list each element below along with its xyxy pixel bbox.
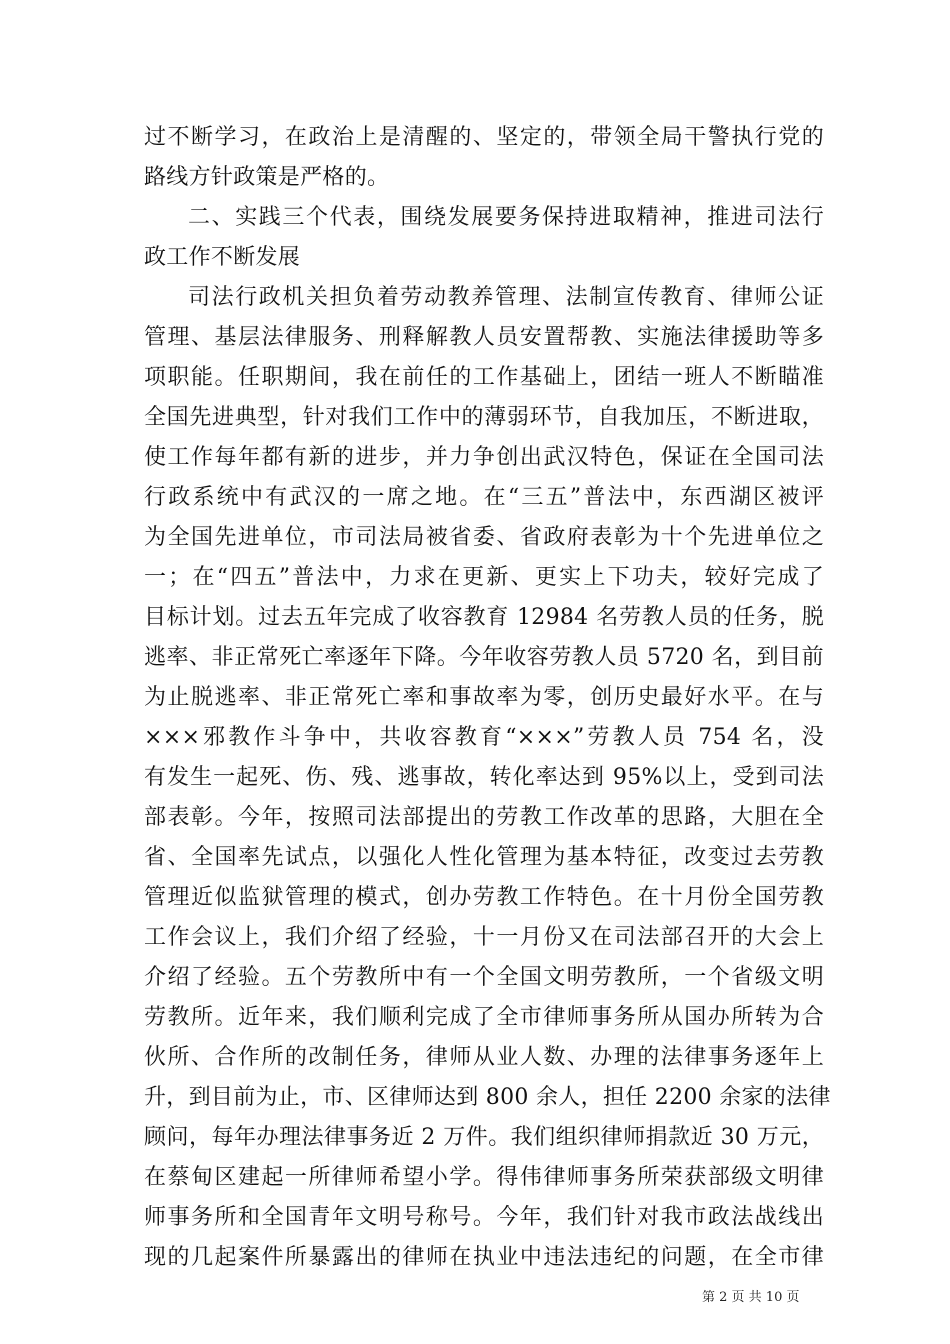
text-line: 二、实践三个代表，围绕发展要务保持进取精神，推进司法行: [188, 205, 824, 230]
text-line: 使工作每年都有新的进步，并力争创出武汉特色，保证在全国司法: [144, 445, 824, 470]
text-line: 介绍了经验。五个劳教所中有一个全国文明劳教所，一个省级文明: [144, 965, 824, 990]
text-line: 过不断学习，在政治上是清醒的、坚定的，带领全局干警执行党的: [144, 125, 824, 150]
text-line: 工作会议上，我们介绍了经验，十一月份又在司法部召开的大会上: [144, 925, 824, 950]
text-line: 路线方针政策是严格的。: [144, 165, 390, 190]
page-number: 第 2 页 共 10 页: [702, 1290, 800, 1305]
text-line: 部表彰。今年，按照司法部提出的劳教工作改革的思路，大胆在全: [144, 805, 824, 830]
text-line: 为止脱逃率、非正常死亡率和事故率为零，创历史最好水平。在与: [144, 685, 824, 710]
text-line: 省、全国率先试点，以强化人性化管理为基本特征，改变过去劳教: [144, 845, 824, 870]
text-line: 升，到目前为止，市、区律师达到 800 余人，担任 2200 余家的法律: [144, 1085, 831, 1110]
text-line: 项职能。任职期间，我在前任的工作基础上，团结一班人不断瞄准: [144, 365, 824, 390]
text-line: 顾问，每年办理法律事务近 2 万件。我们组织律师捐款近 30 万元，: [144, 1125, 824, 1150]
text-line: 管理、基层法律服务、刑释解教人员安置帮教、实施法律援助等多: [144, 325, 824, 350]
text-line: 管理近似监狱管理的模式，创办劳教工作特色。在十月份全国劳教: [144, 885, 824, 910]
text-line: 目标计划。过去五年完成了收容教育 12984 名劳教人员的任务，脱: [144, 605, 824, 630]
text-line: 有发生一起死、伤、残、逃事故，转化率达到 95%以上，受到司法: [144, 765, 824, 790]
text-line: 在蔡甸区建起一所律师希望小学。得伟律师事务所荣获部级文明律: [144, 1165, 824, 1190]
text-line: 师事务所和全国青年文明号称号。今年，我们针对我市政法战线出: [144, 1205, 824, 1230]
text-line: 政工作不断发展: [144, 245, 301, 270]
text-line: ×××邪教作斗争中，共收容教育“×××”劳教人员 754 名，没: [144, 725, 824, 750]
text-line: 一；在“四五”普法中，力求在更新、更实上下功夫，较好完成了: [144, 565, 824, 590]
text-line: 行政系统中有武汉的一席之地。在“三五”普法中，东西湖区被评: [144, 485, 824, 510]
text-line: 逃率、非正常死亡率逐年下降。今年收容劳教人员 5720 名，到目前: [144, 645, 824, 670]
text-line: 现的几起案件所暴露出的律师在执业中违法违纪的问题，在全市律: [144, 1245, 824, 1270]
body-text: [144, 118, 831, 1278]
text-line: 劳教所。近年来，我们顺利完成了全市律师事务所从国办所转为合: [144, 1005, 824, 1030]
text-line: 全国先进典型，针对我们工作中的薄弱环节，自我加压，不断进取，: [144, 405, 824, 430]
text-line: 为全国先进单位，市司法局被省委、省政府表彰为十个先进单位之: [144, 525, 824, 550]
text-line: 司法行政机关担负着劳动教养管理、法制宣传教育、律师公证: [188, 285, 824, 310]
text-line: 伙所、合作所的改制任务，律师从业人数、办理的法律事务逐年上: [144, 1045, 824, 1070]
